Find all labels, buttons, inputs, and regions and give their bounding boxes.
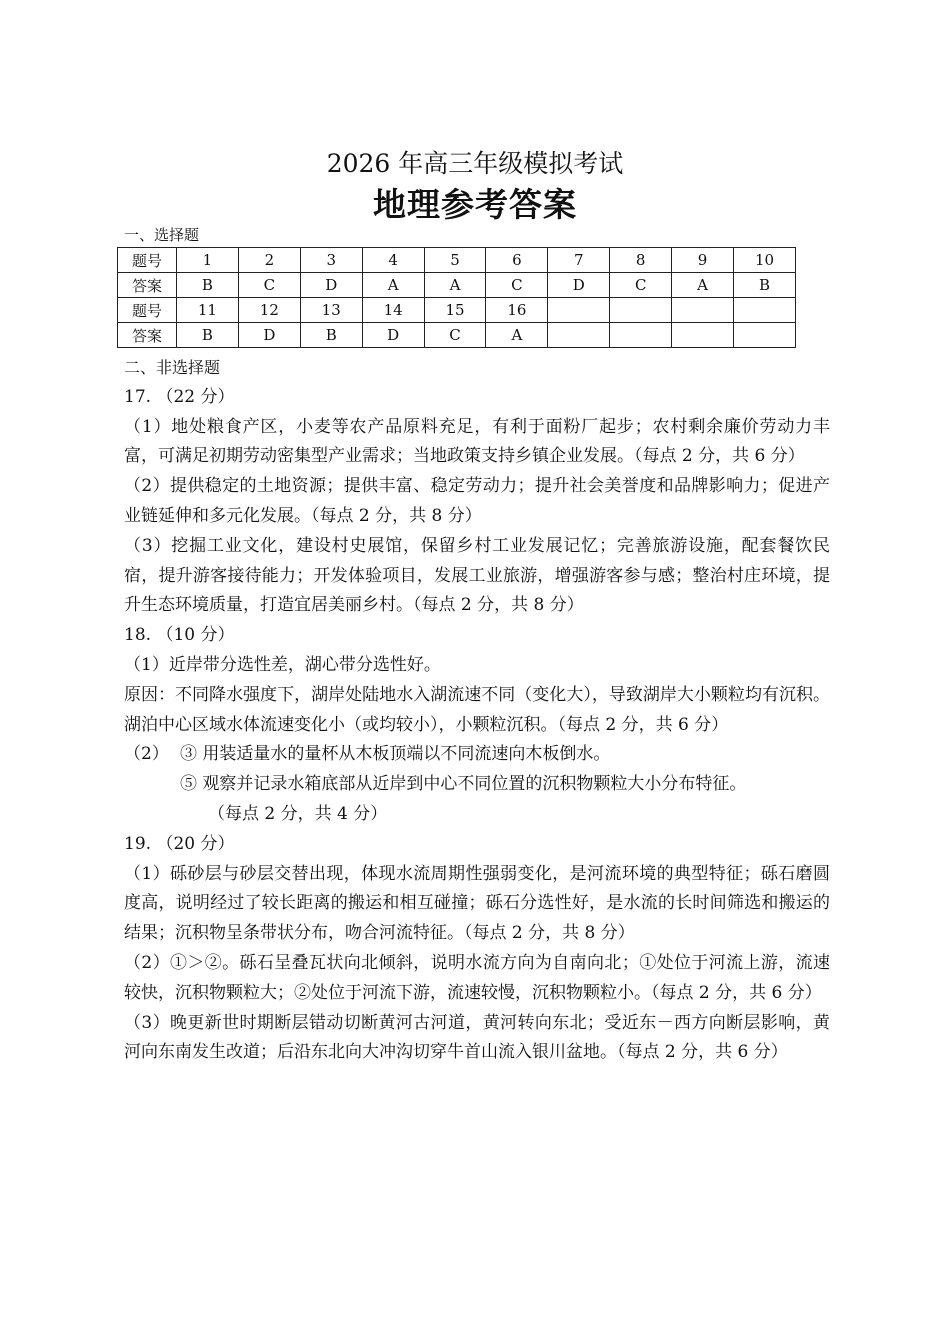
- table-cell: 14: [362, 298, 424, 323]
- table-cell: 11: [177, 298, 239, 323]
- q17-heading: 17. （22 分）: [124, 386, 235, 407]
- table-cell: B: [734, 273, 796, 298]
- section-subjective-title: 二、非选择题: [124, 358, 221, 377]
- answers-body: [124, 353, 830, 1068]
- q17-answer-1: （1）地处粮食产区，小麦等农产品原料充足，有利于面粉厂起步；农村剩余廉价劳动力丰富，可满足初期劳动密集型产业需求；当地政策支持乡镇企业发展。（每点 2 分，共 6 分）: [124, 416, 830, 467]
- table-cell: A: [362, 273, 424, 298]
- q19-answer-3: （3）晚更新世时期断层错动切断黄河古河道，黄河转向东北；受近东－西方向断层影响，黄河向东南发生改道；后沿东北向大冲沟切穿牛首山流入银川盆地。（每点 2 分，共 6 分）: [124, 1012, 830, 1063]
- q18-answer-2-step-a: [124, 740, 830, 770]
- table-cell: 9: [672, 248, 734, 273]
- table-cell: B: [177, 273, 239, 298]
- table-cell: [734, 323, 796, 348]
- table-cell: 题号: [118, 298, 177, 323]
- table-cell: 7: [548, 248, 610, 273]
- exam-title: 2026 年高三年级模拟考试: [326, 149, 624, 178]
- q19-heading: 19. （20 分）: [124, 833, 235, 854]
- table-cell: B: [177, 323, 239, 348]
- table-cell: 5: [424, 248, 486, 273]
- table-cell: [672, 323, 734, 348]
- table-cell: 8: [610, 248, 672, 273]
- table-cell: A: [424, 273, 486, 298]
- table-row: [118, 248, 796, 273]
- table-cell: 答案: [118, 323, 177, 348]
- table-cell: B: [300, 323, 362, 348]
- table-cell: 13: [300, 298, 362, 323]
- table-cell: 16: [486, 298, 548, 323]
- table-cell: 4: [362, 248, 424, 273]
- table-cell: 10: [734, 248, 796, 273]
- q18-reason: 原因：不同降水强度下，湖岸处陆地水入湖流速不同（变化大），导致湖岸大小颗粒均有沉积。湖泊中心区域水体流速变化小（或均较小），小颗粒沉积。（每点 2 分，共 6 分）: [124, 684, 830, 735]
- q19-answer-1: （1）砾砂层与砂层交替出现，体现水流周期性强弱变化，是河流环境的典型特征；砾石磨圆度高，说明经过了较长距离的搬运和相互碰撞；砾石分选性好，是水流的长时间筛选和搬运的结果；沉积物呈条带状分布，吻合河流特征。（每点 2 分，共 8 分）: [124, 863, 830, 944]
- q18-answer-2-label: （2）: [124, 744, 169, 765]
- q17-answer-2: （2）提供稳定的土地资源；提供丰富、稳定劳动力；提升社会美誉度和品牌影响力；促进产业链延伸和多元化发展。（每点 2 分，共 8 分）: [124, 476, 830, 526]
- table-cell: C: [238, 273, 300, 298]
- table-cell: A: [672, 273, 734, 298]
- table-cell: 12: [238, 298, 300, 323]
- answer-table: [117, 247, 796, 348]
- table-row: [118, 298, 796, 323]
- table-cell: 3: [300, 248, 362, 273]
- table-cell: [610, 323, 672, 348]
- table-cell: C: [486, 273, 548, 298]
- table-cell: [548, 323, 610, 348]
- table-cell: C: [424, 323, 486, 348]
- table-cell: C: [610, 273, 672, 298]
- table-cell: 6: [486, 248, 548, 273]
- section-choice-title: 一、选择题: [124, 226, 200, 244]
- table-cell: D: [548, 273, 610, 298]
- table-cell: 答案: [118, 273, 177, 298]
- table-cell: A: [486, 323, 548, 348]
- table-row: [118, 273, 796, 298]
- q18-heading: 18. （10 分）: [124, 625, 235, 646]
- subject-title: 地理参考答案: [373, 185, 577, 224]
- table-cell: D: [238, 323, 300, 348]
- q18-step-5: ⑤ 观察并记录水箱底部从近岸到中心不同位置的沉积物颗粒大小分布特征。: [180, 774, 747, 795]
- table-cell: 15: [424, 298, 486, 323]
- q18-answer-1: （1）近岸带分选性差，湖心带分选性好。: [124, 654, 441, 675]
- q19-answer-2: （2）①＞②。砾石呈叠瓦状向北倾斜，说明水流方向为自南向北；①处位于河流上游，流速较快，沉积物颗粒大；②处位于河流下游，流速较慢，沉积物颗粒小。（每点 2 分，共 6 分）: [124, 952, 830, 1003]
- table-cell: [672, 298, 734, 323]
- table-cell: D: [362, 323, 424, 348]
- table-cell: [548, 298, 610, 323]
- q17-answer-3: （3）挖掘工业文化，建设村史展馆，保留乡村工业发展记忆；完善旅游设施，配套餐饮民宿，提升游客接待能力；开发体验项目，发展工业旅游，增强游客参与感；整治村庄环境，提升生态环境质量，打造宜居美丽乡村。（每点 2 分，共 8 分）: [124, 535, 830, 616]
- table-cell: [734, 298, 796, 323]
- table-cell: 1: [177, 248, 239, 273]
- table-cell: D: [300, 273, 362, 298]
- table-cell: [610, 298, 672, 323]
- table-cell: 2: [238, 248, 300, 273]
- q18-step-3: ③ 用装适量水的量杯从木板顶端以不同流速向木板倒水。: [180, 744, 611, 765]
- table-row: [118, 323, 796, 348]
- q18-score-note: （每点 2 分，共 4 分）: [208, 803, 388, 824]
- table-cell: 题号: [118, 248, 177, 273]
